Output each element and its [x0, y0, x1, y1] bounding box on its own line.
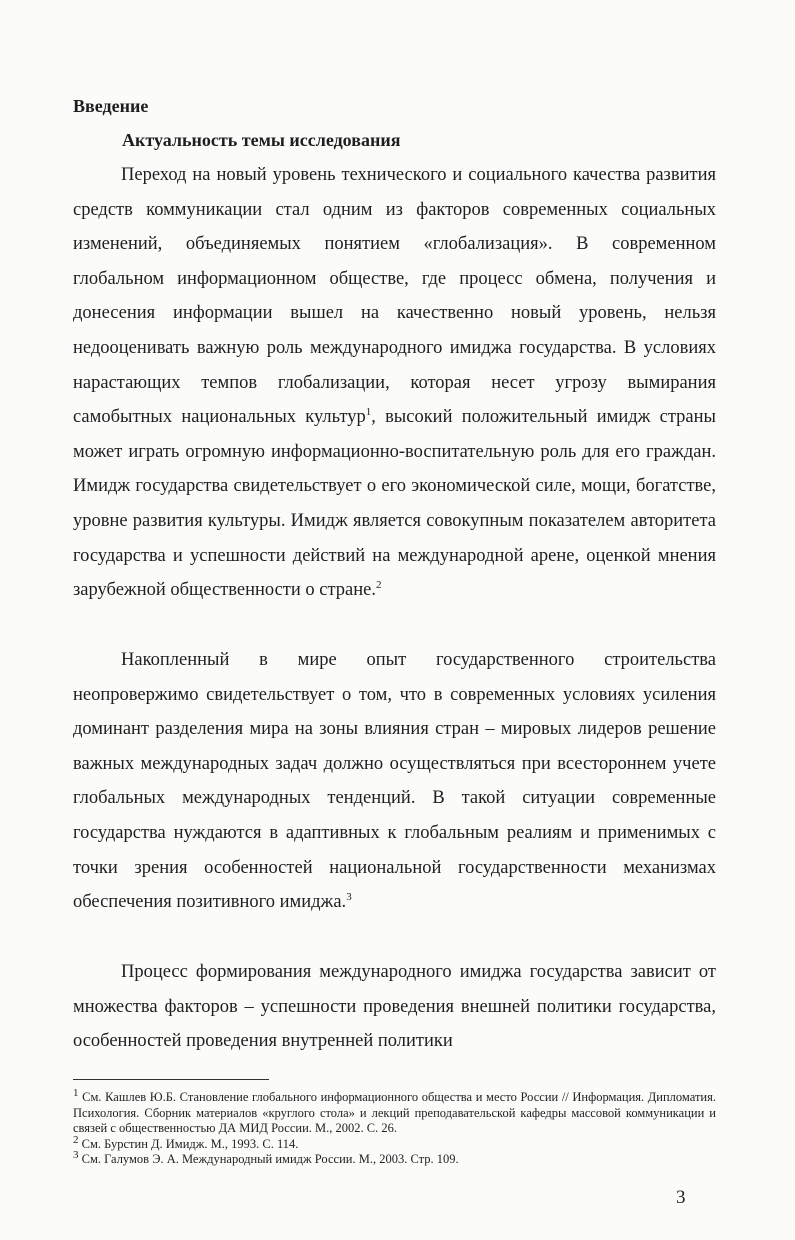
paragraph-2-text: Накопленный в мире опыт государственного строительства неопровержимо свидетельствует о том, что в современных условиях усиления доминант разделения мира на зоны влияния стран – мировых лидеров решение важных международных задач должно осуществляться при всестороннем учете глобальных международных тенденций. В такой ситуации современные государства нуждаются в адаптивных к глобальным реалиям и применимых с точки зрения особенностей национальной государственности механизмах обеспечения позитивного имиджа.: [73, 650, 716, 913]
footnote-number: 3: [73, 1148, 79, 1161]
subsection-heading: Актуальность темы исследования: [122, 130, 401, 150]
paragraph-1-text-b: , высокий положительный имидж страны может играть огромную информационно-воспитательную роль для его граждан. Имидж государства свидетельствует о его экономической силе, мощи, богатстве, уровне развития культуры. Имидж является совокупным показателем авторитета государства и успешности действий на международной арене, оценкой мнения зарубежной общественности о стране.: [73, 407, 716, 601]
footnote-text: См. Бурстин Д. Имидж. М., 1993. С. 114.: [78, 1136, 299, 1151]
footnote-1: [73, 1086, 716, 1137]
paragraph-1: [73, 158, 716, 608]
paragraph-2: [73, 643, 716, 920]
paragraph-1-text-a: Переход на новый уровень технического и социального качества развития средств коммуникации стал одним из факторов современных социальных изменений, объединяемых понятием «глобализация». В современном глобальном информационном обществе, где процесс обмена, получения и донесения информации вышел на качественно новый уровень, нельзя недооценивать важную роль международного имиджа государства. В условиях нарастающих темпов глобализации, которая несет угрозу вымирания самобытных национальных культур: [73, 165, 716, 428]
footnote-ref-2: 2: [376, 578, 382, 591]
footnote-number: 2: [73, 1133, 79, 1146]
section-heading: Введение: [73, 96, 149, 116]
footnote-text: См. Кашлев Ю.Б. Становление глобального информационного общества и место России // Информация. Дипломатия. Психология. Сборник материалов «круглого стола» и лекций преподавательской кафедры массовой коммуникации и связей с общественностью ДА МИД России. М., 2002. С. 26.: [73, 1090, 716, 1135]
footnote-separator: [73, 1079, 269, 1080]
paragraph-3: [73, 955, 716, 1059]
paragraph-3-text: Процесс формирования международного имиджа государства зависит от множества факторов – успешности проведения внешней политики государства, особенностей проведения внутренней политики: [73, 962, 716, 1052]
footnote-number: 1: [73, 1086, 79, 1099]
footnote-text: См. Галумов Э. А. Международный имидж России. М., 2003. Стр. 109.: [78, 1152, 459, 1166]
page-number: 3: [676, 1187, 686, 1208]
footnote-2: [73, 1133, 716, 1153]
footnote-ref-1: 1: [365, 406, 372, 418]
footnotes: [73, 1086, 716, 1168]
footnote-ref-3: 3: [346, 891, 352, 903]
footnote-3: [73, 1148, 716, 1168]
